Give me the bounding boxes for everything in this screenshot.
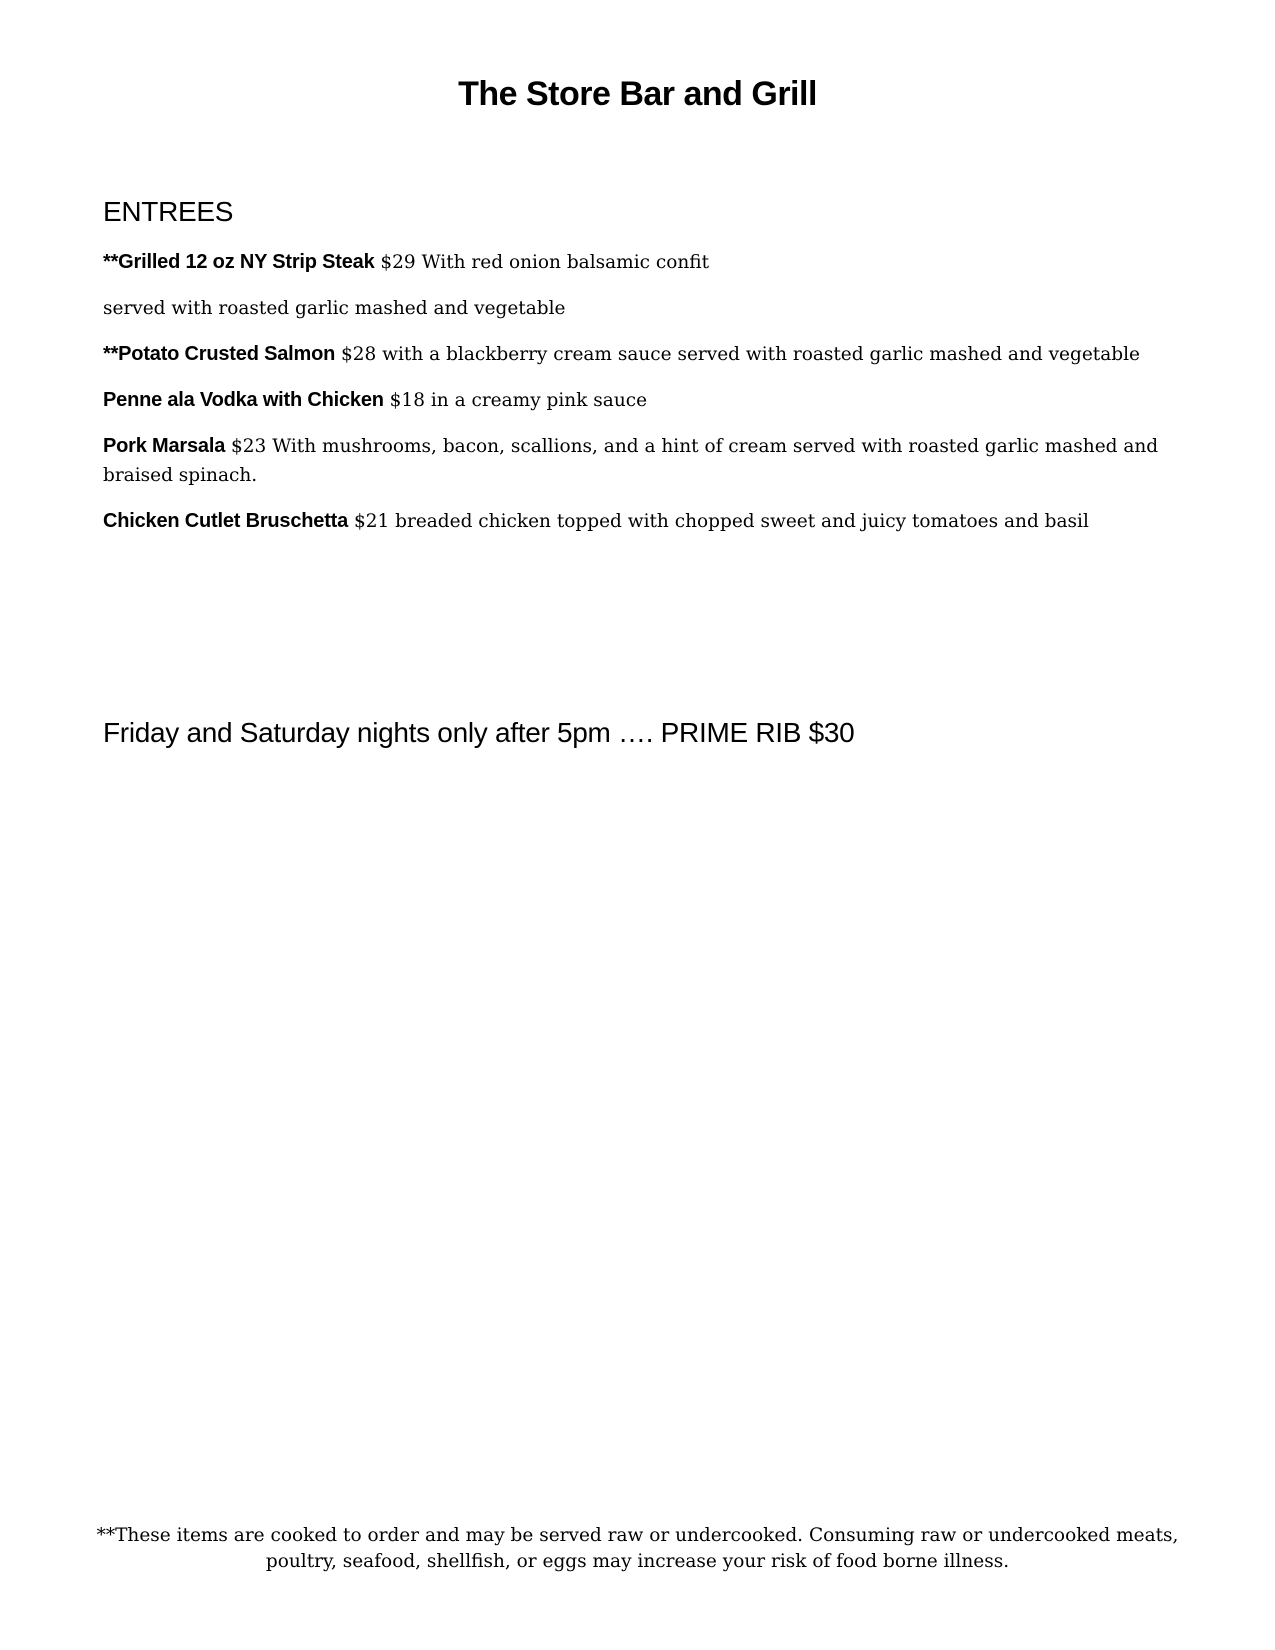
menu-item-name: Chicken Cutlet Bruschetta bbox=[103, 510, 349, 532]
menu-item bbox=[103, 294, 1193, 323]
menu-item-description: served with roasted garlic mashed and vegetable bbox=[103, 298, 566, 319]
section-heading-entrees: ENTREES bbox=[103, 196, 234, 227]
menu-item-description: $28 with a blackberry cream sauce served with roasted garlic mashed and vegetable bbox=[335, 344, 1140, 365]
menu-title: The Store Bar and Grill bbox=[458, 75, 817, 113]
food-safety-footnote: **These items are cooked to order and may be served raw or undercooked. Consuming raw or undercooked meats, poultry, seafood, shellfish, or eggs may increase your risk of food borne illness. bbox=[96, 1525, 1179, 1572]
menu-item bbox=[103, 340, 1193, 369]
prime-rib-special: Friday and Saturday nights only after 5pm …. PRIME RIB $30 bbox=[103, 717, 855, 748]
menu-item-name: Pork Marsala bbox=[103, 435, 226, 457]
menu-item-name: **Potato Crusted Salmon bbox=[103, 343, 336, 365]
menu-item-name: Penne ala Vodka with Chicken bbox=[103, 389, 384, 411]
menu-item bbox=[103, 386, 1193, 415]
menu-item-description: $23 With mushrooms, bacon, scallions, and a hint of cream served with roasted garlic mashed and braised spinach. bbox=[103, 436, 1159, 486]
menu-item bbox=[103, 507, 1193, 536]
entrees-list bbox=[103, 248, 1193, 553]
menu-item-description: $18 in a creamy pink sauce bbox=[383, 390, 648, 411]
menu-item-description: $21 breaded chicken topped with chopped sweet and juicy tomatoes and basil bbox=[348, 511, 1089, 532]
menu-item-name: **Grilled 12 oz NY Strip Steak bbox=[103, 251, 375, 273]
menu-item bbox=[103, 432, 1193, 490]
menu-item-description: $29 With red onion balsamic confit bbox=[374, 252, 710, 273]
menu-item bbox=[103, 248, 1193, 277]
